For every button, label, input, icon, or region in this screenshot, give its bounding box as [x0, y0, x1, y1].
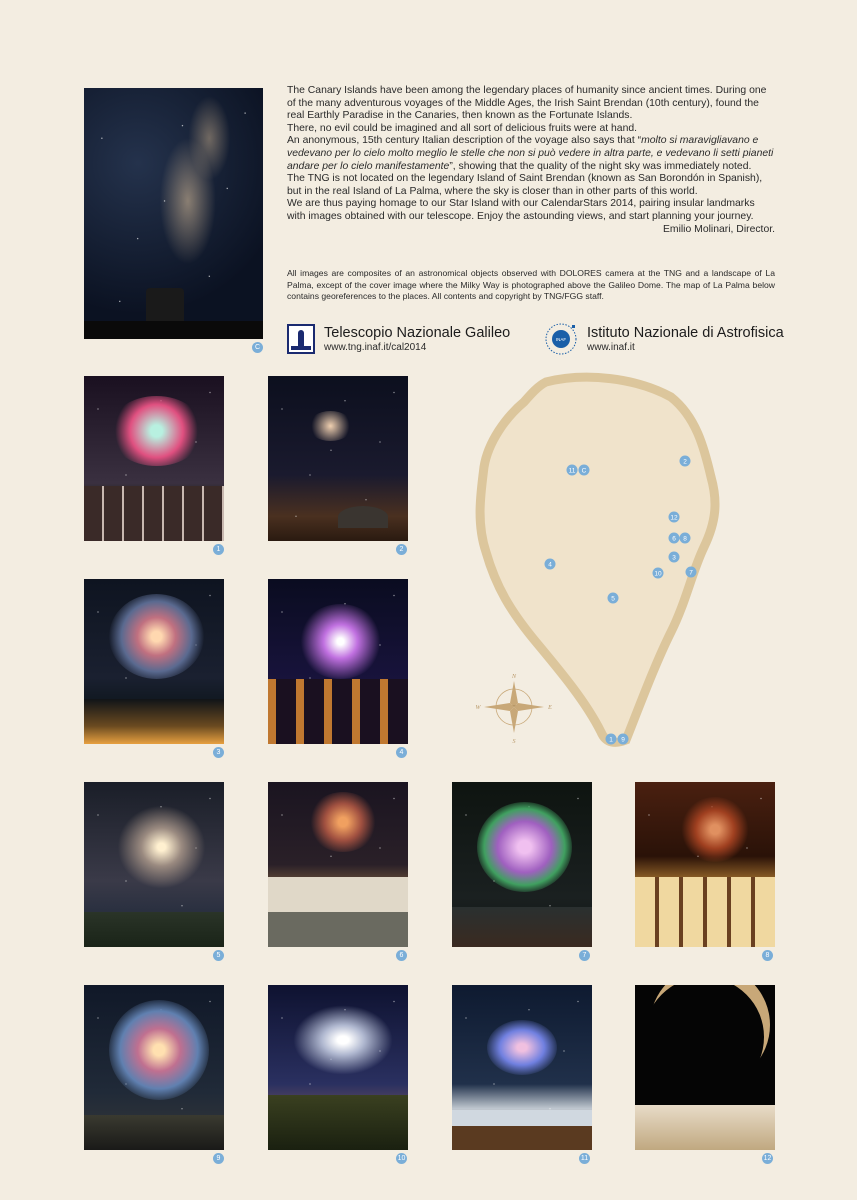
photo-badge: 3	[213, 747, 224, 758]
cover-badge: C	[252, 342, 263, 353]
svg-text:7: 7	[689, 569, 693, 577]
photo-12	[635, 985, 775, 1150]
andromeda-galaxy	[293, 1005, 393, 1075]
map-marker	[680, 456, 691, 467]
photo-badge: 6	[396, 950, 407, 961]
intro-p4: The TNG is not located on the legendary Island of Saint Brendan (known as San Borondón in Spanish), but in the real Island of La Palma, where the sky is closer than in other parts of this world.	[287, 173, 763, 197]
photo-badge: 4	[396, 747, 407, 758]
tng-block	[324, 324, 510, 354]
fine-print-text: All images are composites of an astronomical objects observed with DOLORES camera at the TNG and a landscape of La Palma, except of the cover image where the Milky Way is photographed above the Galileo Dome. The map of La Palma below contains georeferences to the places. All contents and copyright by TNG/FGG staff.	[287, 268, 775, 301]
landscape	[84, 486, 224, 541]
lighthouse-coast	[84, 1115, 224, 1150]
svg-text:1: 1	[609, 736, 613, 744]
map-marker	[608, 593, 619, 604]
svg-text:3: 3	[672, 554, 676, 562]
intro-p2: There, no evil could be imagined and all sort of delicious fruits were at hand.	[287, 122, 638, 134]
photo-badge: 8	[762, 950, 773, 961]
compass-s: S	[512, 739, 516, 745]
tng-logo	[287, 324, 315, 354]
photo-badge: 5	[213, 950, 224, 961]
inaf-name: Istituto Nazionale di Astrofisica	[587, 325, 784, 341]
intro-p3	[287, 135, 775, 173]
aqueduct	[268, 679, 408, 744]
photo-5	[84, 782, 224, 947]
photo-11	[452, 985, 592, 1150]
coast	[452, 907, 592, 947]
svg-text:8: 8	[683, 535, 687, 543]
photo-6	[268, 782, 408, 947]
photo-badge: 11	[580, 1155, 589, 1162]
compass-rose	[476, 674, 553, 745]
map-marker	[579, 465, 590, 476]
cover-ground	[84, 321, 263, 339]
map-marker	[653, 568, 664, 579]
photo-badge: 7	[579, 950, 590, 961]
inaf-block	[587, 324, 784, 354]
svg-text:12: 12	[670, 514, 678, 522]
clouds-peaks	[452, 1110, 592, 1150]
crab-nebula	[477, 802, 572, 892]
fine-print	[287, 268, 775, 303]
galileo-dome-silhouette	[146, 288, 184, 322]
tng-logo-base	[291, 346, 311, 350]
photo-2	[268, 376, 408, 541]
crescent-moon	[650, 985, 770, 1085]
photo-10	[268, 985, 408, 1150]
intro-p1: The Canary Islands have been among the legendary places of humanity since ancient times. During one of the many adventurous voyages of the Middle Ages, the Irish Saint Brendan (10th century), found the real Earthly Paradise in the Canaries, then known as the Fortunate Islands.	[287, 85, 767, 122]
svg-text:2: 2	[683, 458, 687, 466]
svg-text:10: 10	[654, 570, 662, 578]
inaf-mark: INAF	[555, 337, 567, 342]
compass-w: W	[475, 705, 481, 711]
nebula	[109, 396, 204, 466]
hills	[84, 912, 224, 947]
compass-e: E	[548, 705, 552, 711]
photo-badge: 10	[397, 1155, 406, 1162]
compass-n: N	[511, 674, 517, 680]
la-palma-map	[466, 372, 732, 752]
rock	[338, 506, 388, 528]
dumbbell-nebula	[487, 1020, 557, 1075]
svg-text:9: 9	[621, 736, 625, 744]
map-marker	[567, 465, 578, 476]
photo-badge: 9	[213, 1153, 224, 1164]
dragon-tree	[268, 1095, 408, 1150]
spiral-galaxy	[109, 594, 204, 679]
spiral-galaxy	[109, 1000, 209, 1100]
photo-4	[268, 579, 408, 744]
intro-text	[287, 85, 775, 236]
galaxy-group	[308, 411, 353, 441]
map-marker	[680, 533, 691, 544]
svg-text:4: 4	[548, 561, 552, 569]
intro-p3-post: ”, showing that the quality of the night sky was immediately noted.	[449, 160, 752, 172]
map-marker	[669, 552, 680, 563]
svg-text:11: 11	[568, 467, 576, 475]
map-marker	[618, 734, 629, 745]
photo-3	[84, 579, 224, 744]
map-marker	[686, 567, 697, 578]
map-marker	[545, 559, 556, 570]
tng-name: Telescopio Nazionale Galileo	[324, 325, 511, 341]
map-marker	[669, 533, 680, 544]
inaf-url[interactable]: www.inaf.it	[587, 342, 635, 353]
photo-9	[84, 985, 224, 1150]
intro-p3-pre: An anonymous, 15th century Italian description of the voyage also says that “	[287, 135, 642, 147]
plaza	[268, 877, 408, 947]
chapel	[635, 1105, 775, 1150]
cover-photo	[84, 88, 263, 339]
signature: Emilio Molinari, Director.	[662, 223, 775, 235]
balconies	[635, 877, 775, 947]
photo-1	[84, 376, 224, 541]
bubble-nebula	[680, 797, 750, 862]
map-marker	[606, 734, 617, 745]
intro-p3-quote: molto si maravigliavano e vedevano per lo cielo molto meglio le stelle che non si può vedere in altra parte, e vedevano li setti pianeti andare per lo cielo manifestamente	[287, 135, 774, 172]
svg-text:5: 5	[611, 595, 615, 603]
svg-text:C: C	[581, 467, 587, 475]
island-shape	[480, 377, 715, 742]
city-lights	[84, 699, 224, 744]
photo-8	[635, 782, 775, 947]
edge-galaxy	[114, 802, 209, 892]
photo-badge: 2	[396, 544, 407, 555]
nebula	[308, 792, 378, 852]
inaf-logo	[544, 322, 578, 356]
map-marker	[669, 512, 680, 523]
photo-7	[452, 782, 592, 947]
tng-url[interactable]: www.tng.inaf.it/cal2014	[324, 342, 427, 353]
svg-text:6: 6	[672, 535, 676, 543]
photo-badge: 12	[763, 1155, 772, 1162]
photo-badge: 1	[213, 544, 224, 555]
intro-p5: We are thus paying homage to our Star Island with our CalendarStars 2014, pairing insular landmarks with images obtained with our telescope. Enjoy the astounding views, and start planning your journey.	[287, 198, 755, 222]
nebula	[298, 604, 383, 679]
